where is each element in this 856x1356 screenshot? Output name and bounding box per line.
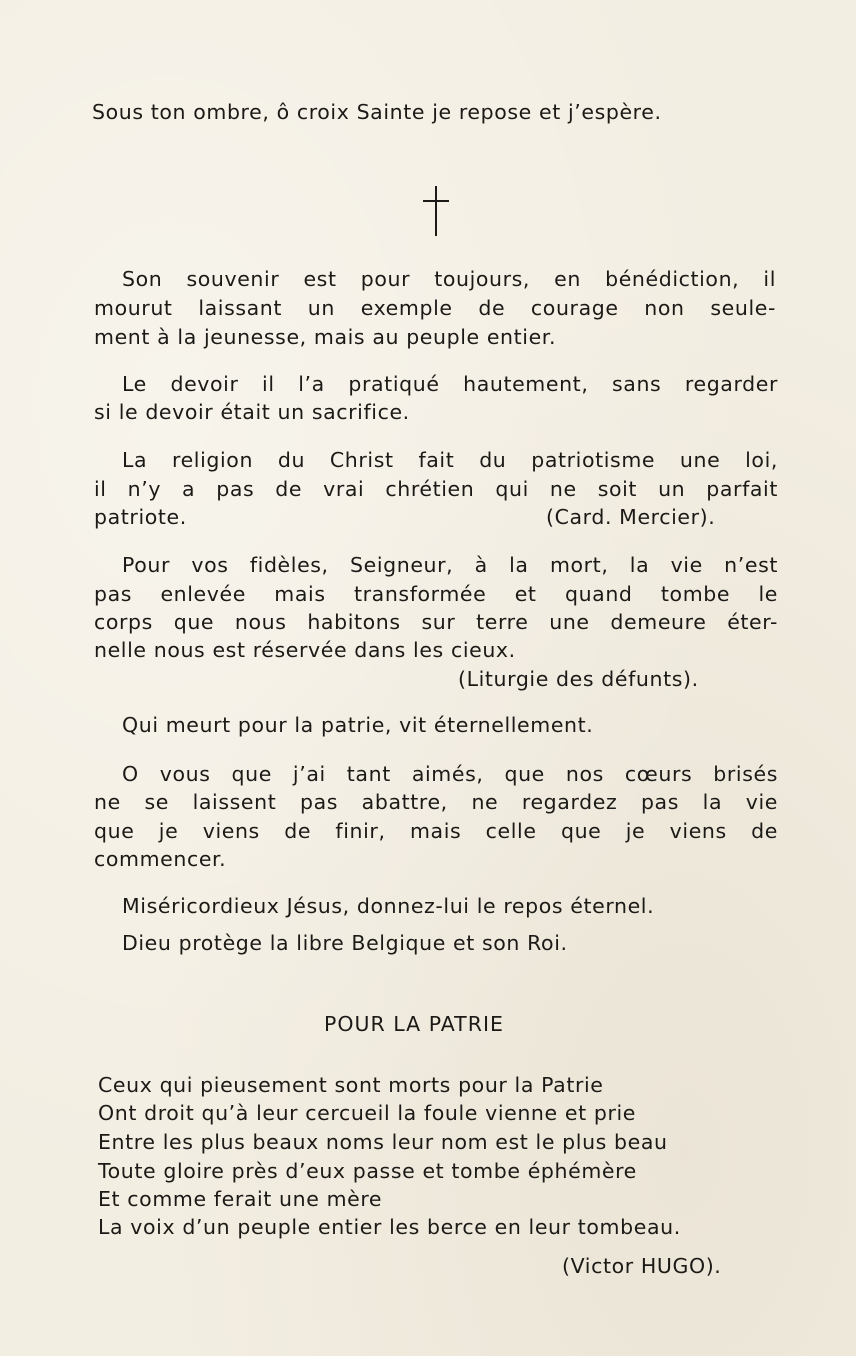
poem-line6: La voix d’un peuple entier les berce en leur tombeau. [98, 1215, 681, 1239]
para7: Miséricordieux Jésus, donnez-lui le repos éternel. [122, 894, 655, 918]
poem-line4: Toute gloire près d’eux passe et tombe éphémère [98, 1159, 637, 1183]
para1-line3: ment à la jeunesse, mais au peuple entier. [94, 325, 557, 349]
para1-line2: mourut laissant un exemple de courage non seule- [94, 296, 776, 320]
para4-source: (Liturgie des défunts). [458, 667, 699, 691]
para3-line3: patriote. [94, 505, 187, 529]
para4-line2: pas enlevée mais transformée et quand tombe le [94, 582, 778, 606]
para2-line1: Le devoir il l’a pratiqué hautement, sans regarder [122, 372, 778, 396]
para3-line2: il n’y a pas de vrai chrétien qui ne soit un parfait [94, 477, 778, 501]
poem-source: (Victor HUGO). [562, 1254, 722, 1278]
para3-source: (Card. Mercier). [546, 505, 716, 529]
para6-line2: ne se laissent pas abattre, ne regardez pas la vie [94, 790, 778, 814]
para5: Qui meurt pour la patrie, vit éternellement. [122, 713, 594, 737]
poem-line2: Ont droit qu’à leur cercueil la foule vienne et prie [98, 1101, 636, 1125]
poem-line5: Et comme ferait une mère [98, 1187, 383, 1211]
para4-line1: Pour vos fidèles, Seigneur, à la mort, la vie n’est [122, 553, 778, 577]
para6-line3: que je viens de finir, mais celle que je viens de [94, 819, 778, 843]
para1-line1: Son souvenir est pour toujours, en bénédiction, il [122, 267, 776, 291]
para3-line1: La religion du Christ fait du patriotisme une loi, [122, 448, 778, 472]
cross-icon [423, 186, 449, 236]
epigraph: Sous ton ombre, ô croix Sainte je repose et j’espère. [92, 100, 662, 124]
para2-line2: si le devoir était un sacrifice. [94, 400, 410, 424]
para6-line1: O vous que j’ai tant aimés, que nos cœurs brisés [122, 762, 778, 786]
poem-title: POUR LA PATRIE [324, 1012, 504, 1036]
para8: Dieu protège la libre Belgique et son Roi. [122, 931, 568, 955]
poem-line1: Ceux qui pieusement sont morts pour la Patrie [98, 1073, 604, 1097]
para4-line3: corps que nous habitons sur terre une demeure éter- [94, 610, 778, 634]
poem-line3: Entre les plus beaux noms leur nom est le plus beau [98, 1130, 668, 1154]
para4-line4: nelle nous est réservée dans les cieux. [94, 638, 516, 662]
para6-line4: commencer. [94, 847, 227, 871]
